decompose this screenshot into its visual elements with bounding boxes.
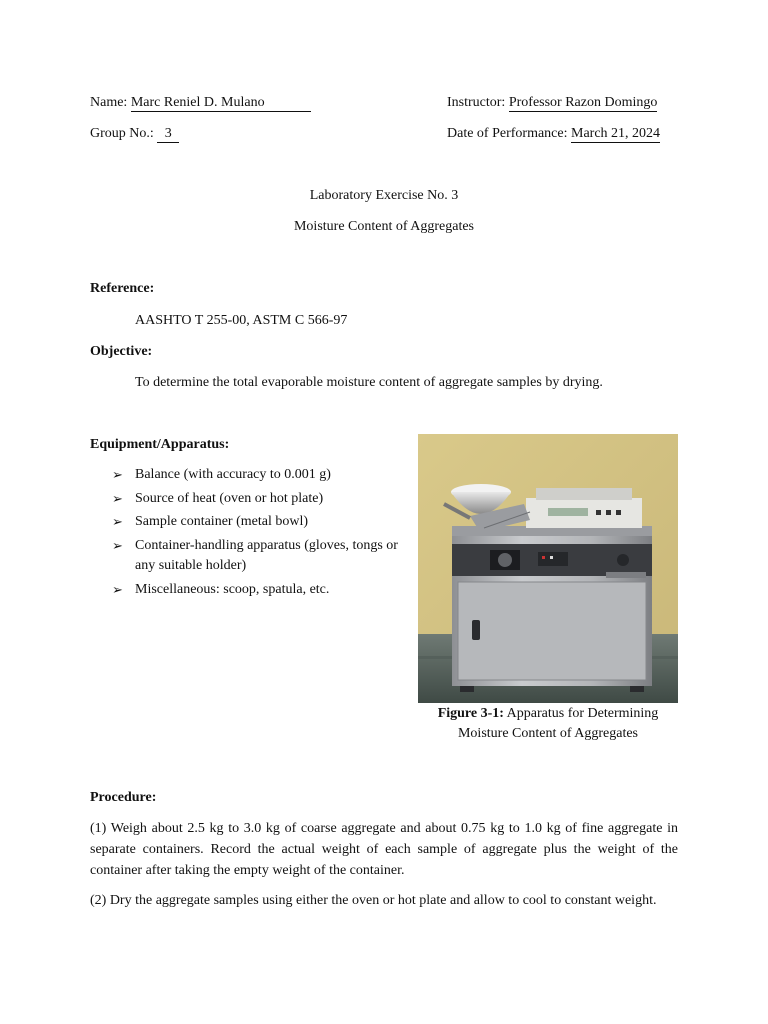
oven-balance-illustration <box>418 434 678 703</box>
equipment-item-text: Container-handling apparatus (gloves, tongs or any suitable holder) <box>135 537 398 573</box>
equipment-heading: Equipment/Apparatus: <box>90 437 230 452</box>
exercise-topic: Moisture Content of Aggregates <box>293 219 475 234</box>
instructor-label: Instructor: <box>447 95 506 110</box>
apparatus-photo <box>418 434 678 703</box>
bullet-arrow-icon: ➢ <box>112 514 123 529</box>
figure-caption <box>418 704 678 744</box>
equipment-list <box>112 464 402 602</box>
name-label: Name: <box>90 95 128 110</box>
bullet-arrow-icon: ➢ <box>112 537 123 553</box>
reference-heading: Reference: <box>90 281 155 296</box>
equipment-item-text: Miscellaneous: scoop, spatula, etc. <box>135 581 330 597</box>
equipment-item <box>112 535 402 576</box>
equipment-item <box>112 511 402 534</box>
bullet-arrow-icon: ➢ <box>112 490 123 506</box>
equipment-item <box>112 488 402 511</box>
name-value: Marc Reniel D. Mulano <box>131 95 311 112</box>
bullet-arrow-icon: ➢ <box>112 581 123 597</box>
date-label: Date of Performance: <box>447 126 568 141</box>
procedure-step: (1) Weigh about 2.5 kg to 3.0 kg of coarse aggregate and about 0.75 kg to 1.0 kg of fine aggregate in separate containers. Record the actual weight of each sample of aggregate plus the weight of the container after taking the empty weight of the container. <box>90 821 678 878</box>
instructor-value: Professor Razon Domingo <box>509 95 658 112</box>
equipment-item <box>112 579 402 602</box>
instructor-field <box>447 92 657 113</box>
procedure-step: (2) Dry the aggregate samples using either the oven or hot plate and allow to cool to constant weight. <box>90 893 657 908</box>
procedure-heading: Procedure: <box>90 790 157 805</box>
equipment-item-text: Balance (with accuracy to 0.001 g) <box>135 467 331 482</box>
bullet-arrow-icon: ➢ <box>112 467 123 482</box>
group-value: 3 <box>157 126 179 143</box>
objective-heading: Objective: <box>90 344 153 359</box>
name-field <box>90 92 311 113</box>
exercise-title: Laboratory Exercise No. 3 <box>309 188 459 203</box>
equipment-item-text: Sample container (metal bowl) <box>135 514 308 529</box>
reference-text: AASHTO T 255-00, ASTM C 566-97 <box>135 313 348 328</box>
equipment-item <box>112 464 402 487</box>
objective-text: To determine the total evaporable moisture content of aggregate samples by drying. <box>135 375 603 390</box>
date-field <box>447 123 660 144</box>
figure-caption-text: Apparatus for Determining Moisture Content of Aggregates <box>457 706 659 741</box>
figure-label: Figure 3-1: <box>437 706 504 721</box>
equipment-item-text: Source of heat (oven or hot plate) <box>135 490 324 506</box>
group-field <box>90 123 179 144</box>
date-value: March 21, 2024 <box>571 126 660 143</box>
group-label: Group No.: <box>90 126 154 141</box>
